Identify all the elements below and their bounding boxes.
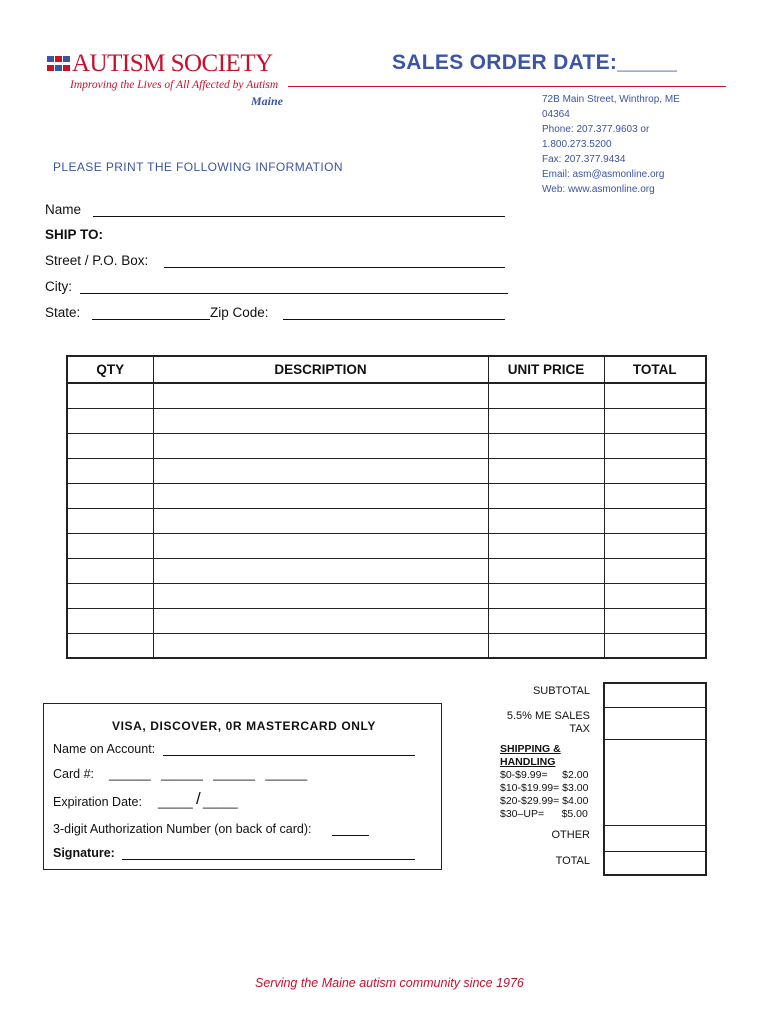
card-number-field[interactable]: ______ ______ ______ ______ xyxy=(109,767,308,781)
street-label: Street / P.O. Box: xyxy=(45,253,149,268)
contact-line: 04364 xyxy=(542,109,570,120)
expiration-year-field[interactable]: _____ xyxy=(203,795,238,809)
description-cell[interactable] xyxy=(153,508,488,533)
contact-line: Fax: 207.377.9434 xyxy=(542,154,626,165)
puzzle-ribbon-icon xyxy=(46,54,72,74)
unit-price-cell[interactable] xyxy=(488,458,604,483)
unit-price-cell[interactable] xyxy=(488,483,604,508)
description-cell[interactable] xyxy=(153,558,488,583)
table-row xyxy=(67,608,706,633)
tax-label-line1: 5.5% ME SALES xyxy=(506,710,590,722)
unit-price-cell[interactable] xyxy=(488,383,604,408)
unit-price-cell[interactable] xyxy=(488,408,604,433)
shipping-rates xyxy=(500,743,588,821)
card-number-label: Card #: xyxy=(53,767,94,781)
expiration-month-field[interactable]: _____ xyxy=(158,795,193,809)
table-row xyxy=(67,408,706,433)
print-instructions: PLEASE PRINT THE FOLLOWING INFORMATION xyxy=(53,160,343,174)
ship-to-label: SHIP TO: xyxy=(45,227,104,242)
unit-price-cell[interactable] xyxy=(488,533,604,558)
unit-price-cell[interactable] xyxy=(488,608,604,633)
order-items-table xyxy=(66,355,707,659)
auth-number-field[interactable] xyxy=(332,835,369,836)
shipping-rate: $30–UP= $5.00 xyxy=(500,808,588,820)
organization-name: AUTISM SOCIETY xyxy=(72,50,273,77)
footer-tagline: Serving the Maine autism community since 1976 xyxy=(255,976,524,990)
summary-table xyxy=(603,682,707,876)
contact-line: Web: www.asmonline.org xyxy=(542,184,655,195)
other-label: OTHER xyxy=(551,829,590,841)
contact-line: 72B Main Street, Winthrop, ME xyxy=(542,94,680,105)
unit-price-cell[interactable] xyxy=(488,558,604,583)
table-row xyxy=(67,633,706,658)
shipping-heading: SHIPPING & xyxy=(500,743,561,755)
total-cell[interactable] xyxy=(604,608,706,633)
shipping-cell[interactable] xyxy=(604,739,706,825)
description-cell[interactable] xyxy=(153,483,488,508)
contact-info xyxy=(542,92,680,197)
qty-cell[interactable] xyxy=(67,508,153,533)
contact-line: 1.800.273.5200 xyxy=(542,139,612,150)
total-header: TOTAL xyxy=(604,356,706,383)
state-label: State: xyxy=(45,305,81,320)
description-cell[interactable] xyxy=(153,633,488,658)
city-field[interactable] xyxy=(80,293,508,294)
description-cell[interactable] xyxy=(153,433,488,458)
expiration-label: Expiration Date: xyxy=(53,795,142,809)
unit-price-cell[interactable] xyxy=(488,508,604,533)
description-cell[interactable] xyxy=(153,608,488,633)
state-field[interactable] xyxy=(92,319,210,320)
table-row xyxy=(67,583,706,608)
shipping-rate: $10-$19.99= $3.00 xyxy=(500,782,589,794)
contact-line: Phone: 207.377.9603 or xyxy=(542,124,650,135)
description-cell[interactable] xyxy=(153,408,488,433)
table-row xyxy=(67,533,706,558)
total-cell[interactable] xyxy=(604,458,706,483)
table-row xyxy=(67,433,706,458)
qty-cell[interactable] xyxy=(67,433,153,458)
contact-line: Email: asm@asmonline.org xyxy=(542,169,665,180)
shipping-rate: $20-$29.99= $4.00 xyxy=(500,795,589,807)
table-row xyxy=(67,383,706,408)
qty-cell[interactable] xyxy=(67,383,153,408)
unit-price-cell[interactable] xyxy=(488,633,604,658)
signature-label: Signature: xyxy=(53,846,115,860)
street-field[interactable] xyxy=(164,267,505,268)
zip-field[interactable] xyxy=(283,319,505,320)
unit-price-cell[interactable] xyxy=(488,583,604,608)
table-row xyxy=(67,558,706,583)
city-label: City: xyxy=(45,279,72,294)
unit-price-cell[interactable] xyxy=(488,433,604,458)
account-name-field[interactable] xyxy=(163,755,415,756)
subtotal-label: SUBTOTAL xyxy=(532,685,590,697)
total-cell[interactable] xyxy=(604,383,706,408)
qty-cell[interactable] xyxy=(67,608,153,633)
organization-logo xyxy=(46,50,296,110)
sales-order-date-title: SALES ORDER DATE:_____ xyxy=(392,51,678,74)
description-header: DESCRIPTION xyxy=(153,356,488,383)
total-cell[interactable] xyxy=(604,633,706,658)
tax-cell[interactable] xyxy=(604,707,706,739)
table-row xyxy=(67,483,706,508)
total-label: TOTAL xyxy=(555,855,590,867)
total-cell[interactable] xyxy=(604,533,706,558)
qty-cell[interactable] xyxy=(67,533,153,558)
signature-field[interactable] xyxy=(122,859,415,860)
tax-label-line2: TAX xyxy=(569,723,590,735)
shipping-rate: $0-$9.99= $2.00 xyxy=(500,769,589,781)
account-name-label: Name on Account: xyxy=(53,742,156,756)
total-cell[interactable] xyxy=(604,508,706,533)
total-cell[interactable] xyxy=(604,483,706,508)
qty-cell[interactable] xyxy=(67,633,153,658)
description-cell[interactable] xyxy=(153,533,488,558)
subtotal-cell[interactable] xyxy=(604,683,706,707)
qty-cell[interactable] xyxy=(67,558,153,583)
expiration-separator: / xyxy=(196,789,201,808)
shipping-heading: HANDLING xyxy=(500,756,556,768)
zip-label: Zip Code: xyxy=(210,305,269,320)
description-cell[interactable] xyxy=(153,458,488,483)
qty-cell[interactable] xyxy=(67,408,153,433)
qty-header: QTY xyxy=(67,356,153,383)
auth-number-label: 3-digit Authorization Number (on back of card): xyxy=(53,822,312,836)
table-header-row xyxy=(67,356,706,383)
total-cell[interactable] xyxy=(604,558,706,583)
table-row xyxy=(67,508,706,533)
total-cell[interactable] xyxy=(604,408,706,433)
description-cell[interactable] xyxy=(153,583,488,608)
unit-price-header: UNIT PRICE xyxy=(488,356,604,383)
total-cell[interactable] xyxy=(604,583,706,608)
header-divider xyxy=(288,86,726,87)
qty-cell[interactable] xyxy=(67,483,153,508)
description-cell[interactable] xyxy=(153,383,488,408)
organization-state: Maine xyxy=(251,94,284,108)
payment-title: VISA, DISCOVER, 0R MASTERCARD ONLY xyxy=(112,719,376,733)
total-cell[interactable] xyxy=(604,851,706,875)
qty-cell[interactable] xyxy=(67,583,153,608)
total-cell[interactable] xyxy=(604,433,706,458)
organization-tagline: Improving the Lives of All Affected by Autism xyxy=(70,79,279,91)
other-cell[interactable] xyxy=(604,825,706,851)
name-field[interactable] xyxy=(93,216,505,217)
name-label: Name xyxy=(45,202,82,217)
table-row xyxy=(67,458,706,483)
qty-cell[interactable] xyxy=(67,458,153,483)
